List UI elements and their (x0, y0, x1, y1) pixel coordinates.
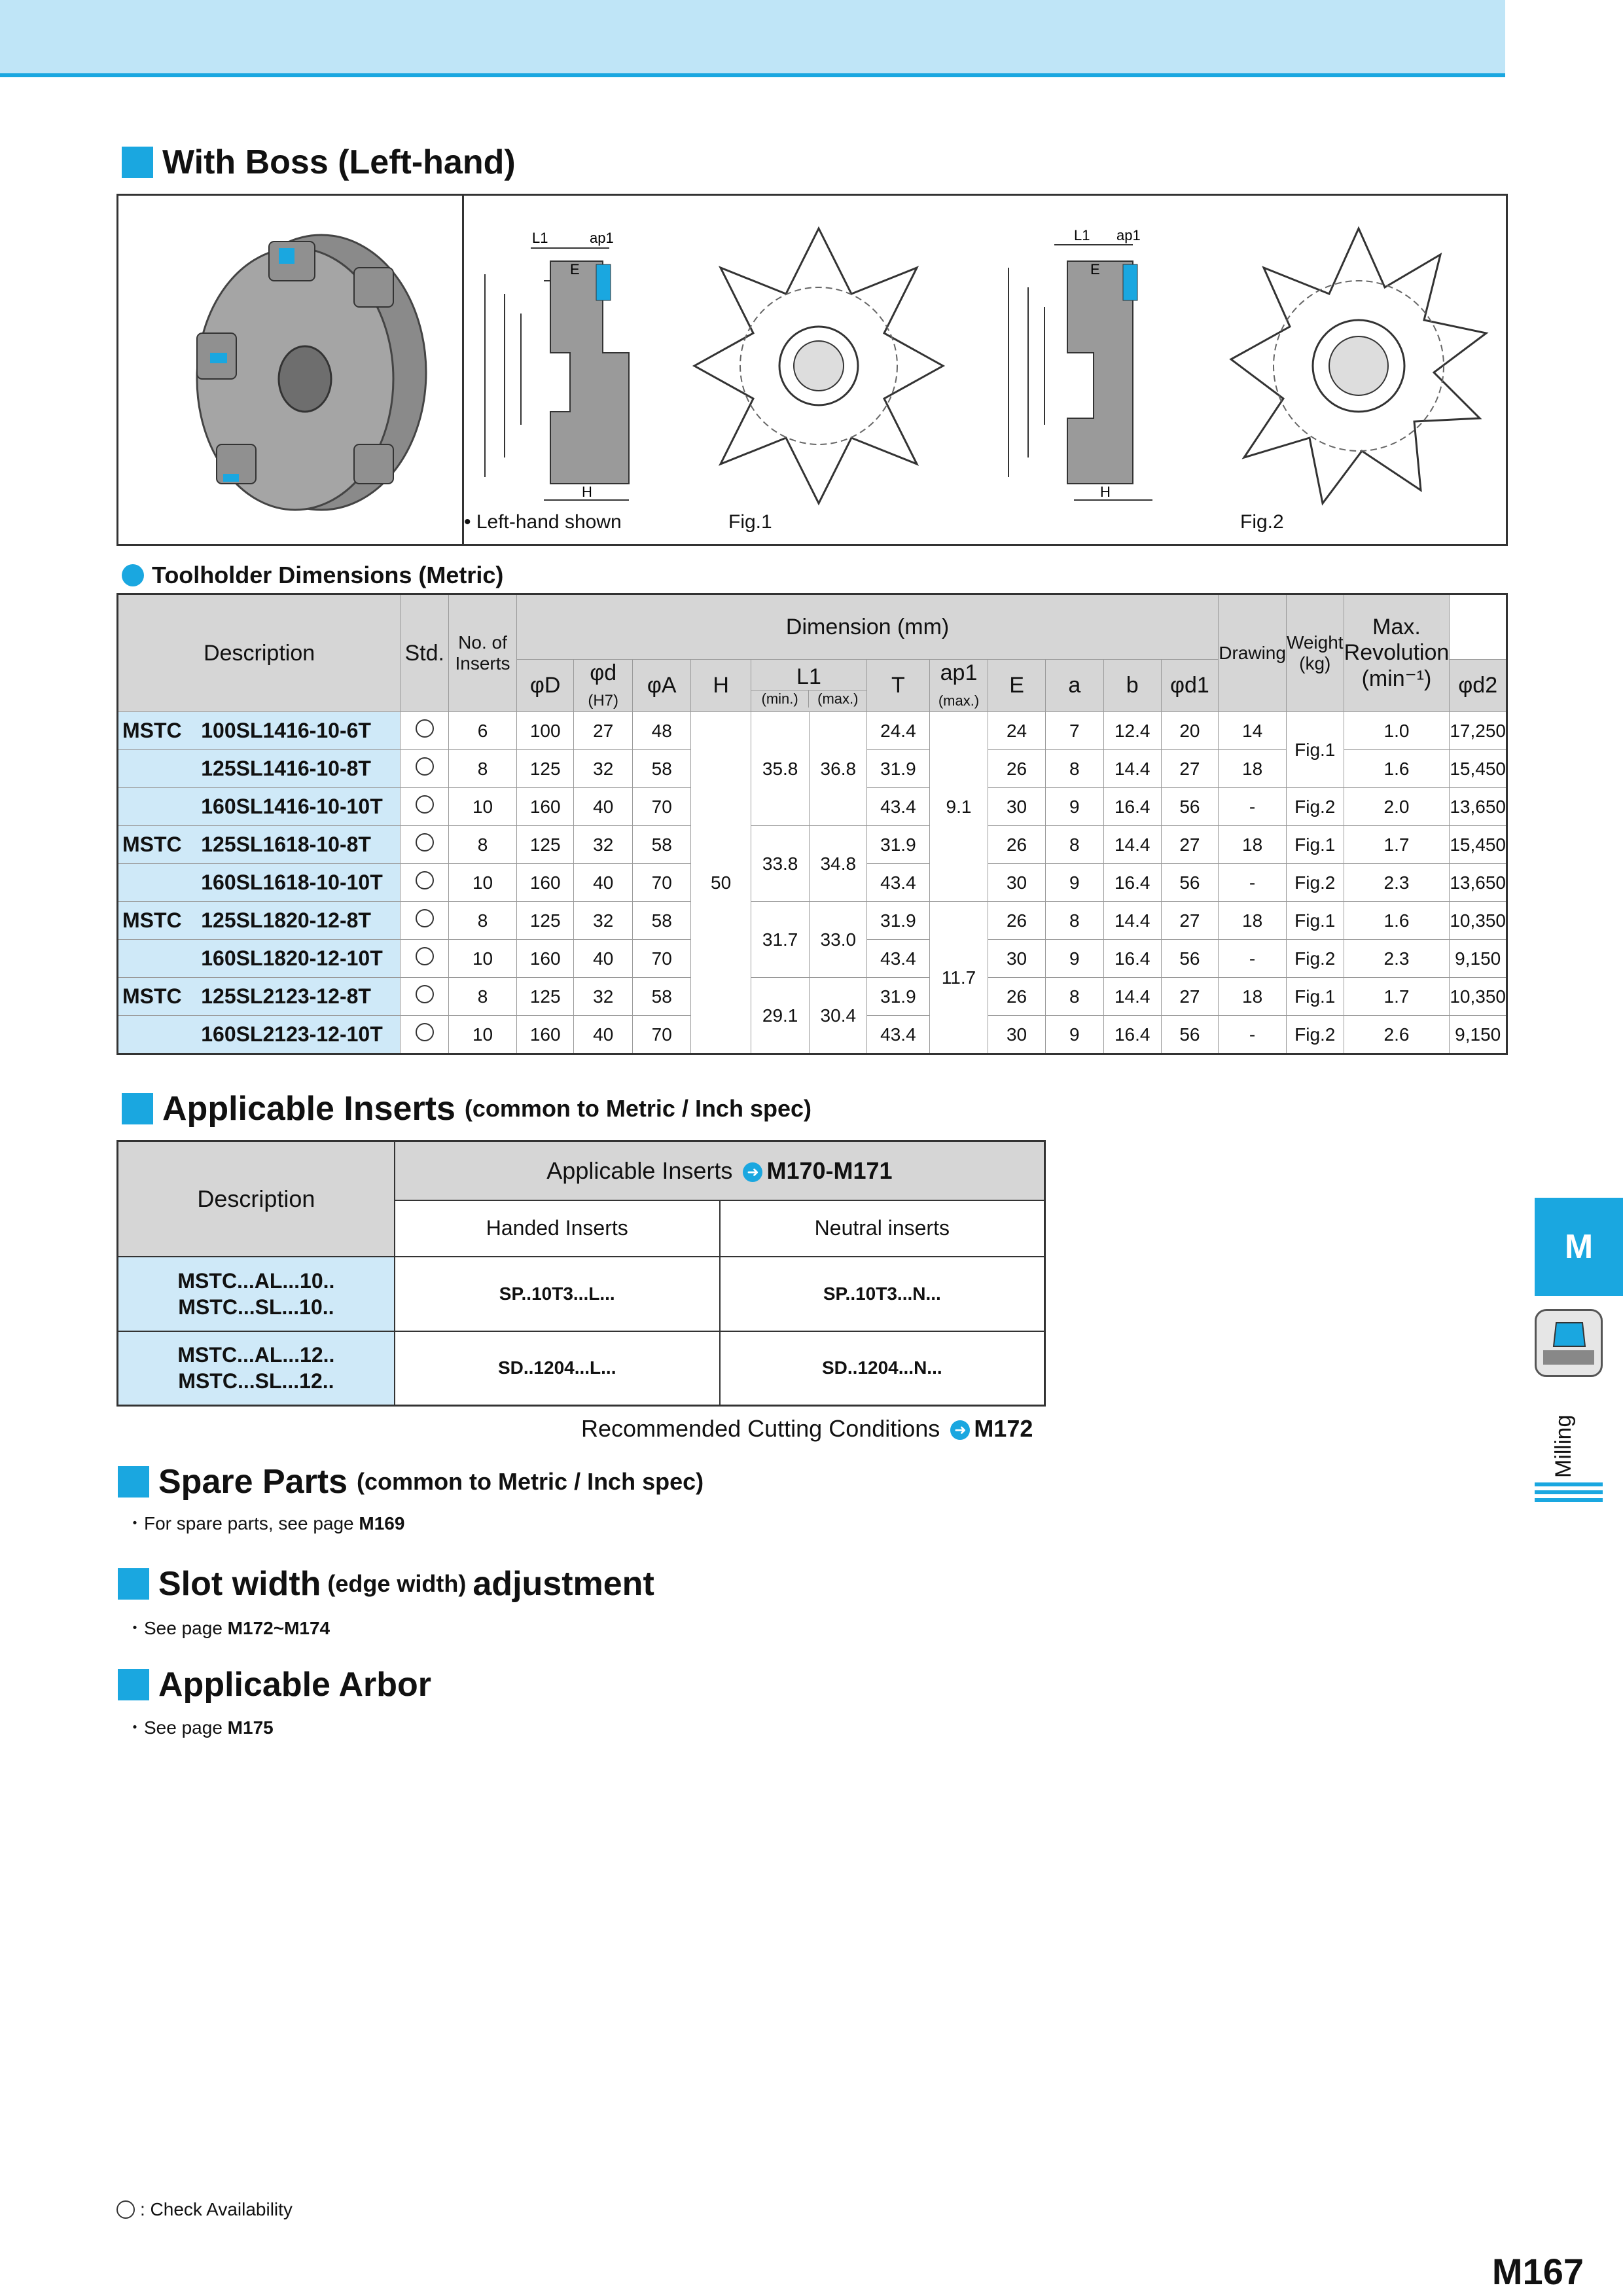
table-row (118, 712, 1507, 750)
availability-circle-icon (416, 1023, 434, 1041)
fig2-caption: Fig.2 (1240, 511, 1284, 533)
cell-ap1: 9.1 (929, 712, 988, 902)
ins-header-handed: Handed Inserts (395, 1200, 720, 1257)
table-row: MSTC 125SL1618-10-8T 8 125 32 58 33.8 34.8 31.9 26 8 14.4 27 18 Fig.1 1.7 15,450 (118, 826, 1507, 864)
header-b: b (1103, 660, 1161, 712)
row-model: 160SL2123-12-10T (197, 1016, 401, 1054)
slot-width-title: Slot width (edge width) adjustment (118, 1564, 654, 1604)
header-d: φd (H7) (574, 660, 633, 712)
arbor-title: Applicable Arbor (118, 1665, 431, 1704)
cell-L1-max: 36.8 (810, 712, 867, 826)
fig1-caption: Fig.1 (728, 511, 772, 533)
arrow-right-icon: ➜ (950, 1420, 970, 1440)
ins-header-description: Description (118, 1141, 395, 1257)
page-ref-link[interactable]: M172 (974, 1415, 1033, 1442)
svg-text:E: E (570, 261, 580, 278)
svg-text:H: H (582, 484, 592, 500)
availability-circle-icon (416, 795, 434, 814)
cell-d1: 20 (1161, 712, 1219, 750)
recommended-cutting-conditions: Recommended Cutting Conditions ➜ M172 (581, 1415, 1033, 1442)
page-ref-link[interactable]: M170-M171 (766, 1157, 893, 1184)
cell-a: 7 (1045, 712, 1103, 750)
header-description: Description (118, 594, 401, 712)
cell-drawing: Fig.1 (1286, 712, 1344, 788)
cell-E: 24 (988, 712, 1045, 750)
availability-circle-icon (416, 947, 434, 965)
fig1-section-drawing (472, 209, 694, 510)
side-decor-lines (1535, 1482, 1603, 1506)
header-d2: φd2 (1450, 660, 1507, 712)
row-model: 125SL1820-12-8T (197, 902, 401, 940)
cell-H: 50 (691, 712, 751, 1054)
header-ap1: ap1 (max.) (929, 660, 988, 712)
page-ref-link[interactable]: M172~M174 (227, 1618, 330, 1638)
header-std: Std. (401, 594, 449, 712)
header-A: φA (632, 660, 691, 712)
table-row: MSTC...AL...10.. MSTC...SL...10.. SP..10T3...L... SP..10T3...N... (118, 1257, 1045, 1331)
applicable-inserts-table (116, 1140, 1046, 1407)
fig2-cutter-view (1224, 222, 1493, 510)
milling-label: Milling (1551, 1414, 1576, 1478)
cell-D: 100 (516, 712, 574, 750)
header-H: H (691, 660, 751, 712)
header-E: E (988, 660, 1045, 712)
row-prefix: MSTC (118, 712, 198, 750)
cutter-3d-image (158, 222, 446, 523)
top-band (0, 0, 1505, 73)
header-dimension: Dimension (mm) (516, 594, 1218, 660)
toolholder-dimensions-table (116, 593, 1508, 1055)
ins-header-neutral: Neutral inserts (720, 1200, 1045, 1257)
cell-d2: 14 (1219, 712, 1287, 750)
availability-circle-icon (416, 719, 434, 738)
table-row: 160SL1820-12-10T 10 160 40 70 43.4 30 9 16.4 56 - Fig.2 2.3 9,150 (118, 940, 1507, 978)
row-model: 160SL1820-12-10T (197, 940, 401, 978)
cell-T: 24.4 (867, 712, 930, 750)
row-model: 100SL1416-10-6T (197, 712, 401, 750)
std-mark (401, 712, 449, 750)
availability-circle-icon (116, 2200, 135, 2219)
availability-circle-icon (416, 909, 434, 927)
top-band-rule (0, 73, 1505, 77)
table-row: MSTC...AL...12.. MSTC...SL...12.. SD..1204...L... SD..1204...N... (118, 1331, 1045, 1406)
row-model: 160SL1416-10-10T (197, 788, 401, 826)
availability-circle-icon (416, 833, 434, 852)
cell-rev: 17,250 (1450, 712, 1507, 750)
cell-b: 12.4 (1103, 712, 1161, 750)
header-weight: Weight (kg) (1286, 594, 1344, 712)
page-number: M167 (1491, 2251, 1584, 2292)
ins-header-applicable: Applicable Inserts ➜ M170-M171 (395, 1141, 1045, 1200)
table-row: 160SL2123-12-10T 10 160 40 70 43.4 30 9 16.4 56 - Fig.2 2.6 9,150 (118, 1016, 1507, 1054)
svg-text:ap1: ap1 (1116, 227, 1141, 243)
availability-legend: : Check Availability (116, 2199, 293, 2220)
boss-section-title: With Boss (Left-hand) (122, 143, 516, 182)
figure-panel (116, 194, 1508, 546)
table-row: 160SL1618-10-10T 10 160 40 70 43.4 30 9 16.4 56 - Fig.2 2.3 13,650 (118, 864, 1507, 902)
page-ref-link[interactable]: M175 (227, 1717, 274, 1738)
section-square-icon (118, 1568, 149, 1600)
availability-circle-icon (416, 757, 434, 776)
inserts-section-title: Applicable Inserts (common to Metric / Inch spec) (122, 1089, 812, 1128)
row-model: 160SL1618-10-10T (197, 864, 401, 902)
availability-circle-icon (416, 985, 434, 1003)
header-D: φD (516, 660, 574, 712)
header-a: a (1045, 660, 1103, 712)
cell-n: 6 (449, 712, 517, 750)
section-square-icon (122, 1093, 153, 1124)
svg-text:L1: L1 (1074, 227, 1090, 243)
section-tab-m[interactable]: M (1535, 1198, 1623, 1296)
svg-text:H: H (1100, 484, 1111, 500)
row-model: 125SL2123-12-8T (197, 978, 401, 1016)
bullet-dot-icon (122, 564, 144, 586)
table-row: 125SL1416-10-8T 8 125 32 58 31.9 26 8 14.4 27 18 1.6 15,450 (118, 750, 1507, 788)
fig1-cutter-view (688, 222, 950, 510)
milling-category-icon (1535, 1309, 1603, 1377)
arbor-note: ・See page M175 (126, 1717, 274, 1738)
table-row: MSTC 125SL2123-12-8T 8 125 32 58 29.1 30.4 31.9 26 8 14.4 27 18 Fig.1 1.7 10,350 (118, 978, 1507, 1016)
left-hand-note: • Left-hand shown (464, 511, 622, 533)
header-no-inserts: No. of Inserts (449, 594, 517, 712)
svg-text:E: E (1090, 261, 1100, 278)
section-square-icon (118, 1669, 149, 1700)
page-ref-link[interactable]: M169 (359, 1513, 405, 1534)
table-row: MSTC 125SL1820-12-8T 8 125 32 58 31.7 33.0 31.9 11.7 26 8 14.4 27 18 Fig.1 1.6 10,350 (118, 902, 1507, 940)
row-model: 125SL1618-10-8T (197, 826, 401, 864)
svg-text:ap1: ap1 (590, 230, 614, 246)
fig2-section-drawing (995, 209, 1218, 510)
header-max-revolution: Max. Revolution (min⁻¹) (1344, 594, 1450, 712)
row-model: 125SL1416-10-8T (197, 750, 401, 788)
arrow-right-icon: ➜ (743, 1162, 762, 1182)
cell-A: 48 (632, 712, 691, 750)
cell-L1-min: 35.8 (751, 712, 810, 826)
section-square-icon (122, 147, 153, 178)
spare-parts-note: ・For spare parts, see page M169 (126, 1513, 405, 1534)
toolholder-subtitle: Toolholder Dimensions (Metric) (122, 562, 503, 589)
cell-weight: 1.0 (1344, 712, 1450, 750)
header-drawing: Drawing (1219, 594, 1287, 712)
slot-width-note: ・See page M172~M174 (126, 1618, 330, 1638)
header-L1: L1 (min.) (max.) (751, 660, 866, 712)
section-square-icon (118, 1466, 149, 1498)
svg-text:L1: L1 (532, 230, 548, 246)
spare-parts-title: Spare Parts (common to Metric / Inch spec) (118, 1462, 704, 1501)
availability-circle-icon (416, 871, 434, 889)
cell-d: 27 (574, 712, 633, 750)
header-T: T (867, 660, 930, 712)
table-row: 160SL1416-10-10T 10 160 40 70 43.4 30 9 16.4 56 - Fig.2 2.0 13,650 (118, 788, 1507, 826)
header-d1: φd1 (1161, 660, 1219, 712)
